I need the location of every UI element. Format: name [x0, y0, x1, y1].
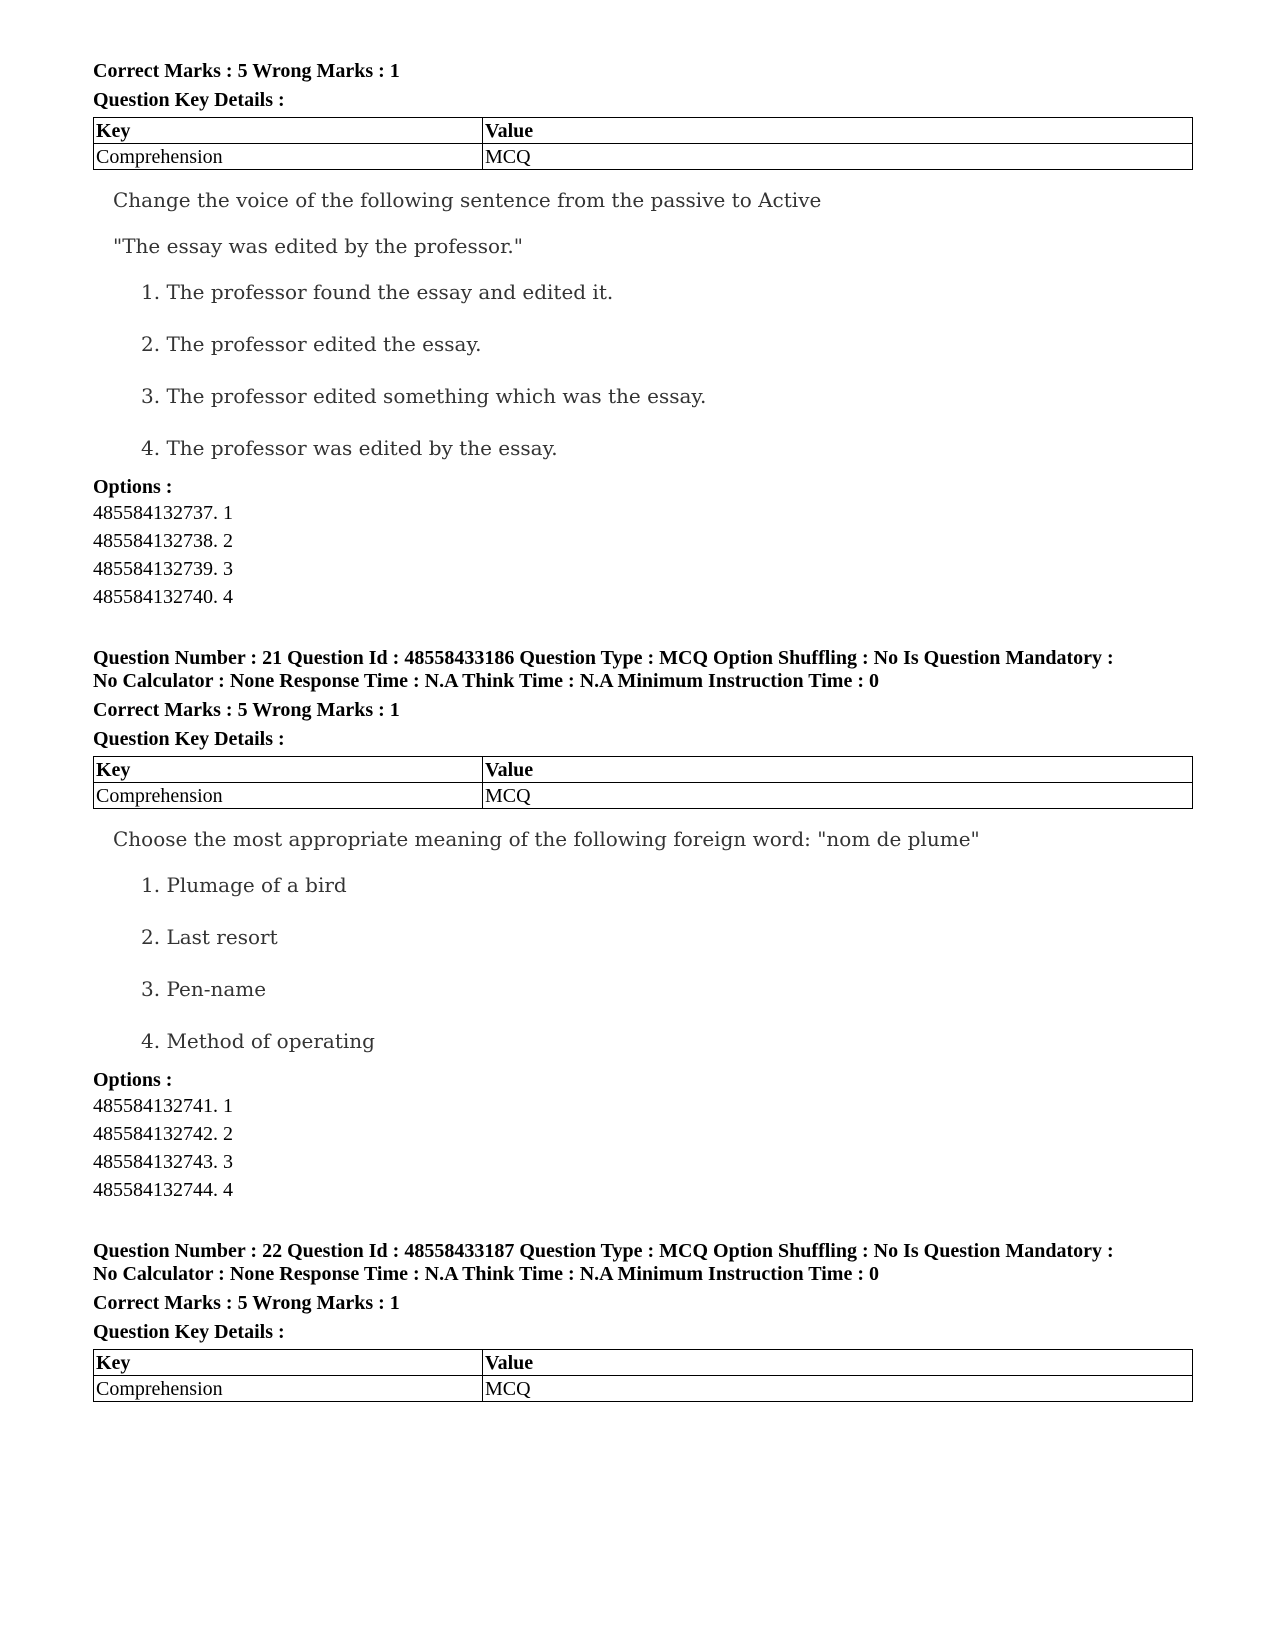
choice-item: 3. Pen-name — [141, 977, 267, 1001]
option-item: 485584132742. 2 — [93, 1123, 233, 1145]
options-label: Options : — [93, 1069, 173, 1091]
key-details-label: Question Key Details : — [93, 89, 285, 111]
choice-item: 1. The professor found the essay and edited it. — [141, 280, 614, 304]
question-stem: Change the voice of the following sentence from the passive to Active — [113, 188, 822, 212]
table-cell-key: Comprehension — [94, 783, 483, 809]
table-row — [94, 1376, 1193, 1402]
choice-item: 1. Plumage of a bird — [141, 873, 347, 897]
key-details-label: Question Key Details : — [93, 1321, 285, 1343]
table-header-value: Value — [483, 118, 1193, 144]
table-cell-value: MCQ — [483, 144, 1193, 170]
table-cell-value: MCQ — [483, 1376, 1193, 1402]
key-details-table — [93, 756, 1193, 809]
question-image — [113, 186, 1193, 462]
table-row — [94, 783, 1193, 809]
table-cell-key: Comprehension — [94, 1376, 483, 1402]
choice-item: 4. The professor was edited by the essay. — [141, 436, 558, 460]
choice-item: 2. The professor edited the essay. — [141, 332, 482, 356]
question-header-line-1: Question Number : 21 Question Id : 48558433186 Question Type : MCQ Option Shuffling : No Is Question Mandatory : — [93, 647, 1114, 669]
marks-line: Correct Marks : 5 Wrong Marks : 1 — [93, 60, 400, 82]
options-label: Options : — [93, 476, 173, 498]
question-header-line-1: Question Number : 22 Question Id : 48558433187 Question Type : MCQ Option Shuffling : No Is Question Mandatory : — [93, 1240, 1114, 1262]
question-block-20 — [93, 60, 1193, 611]
table-cell-value: MCQ — [483, 783, 1193, 809]
question-header-line-2: No Calculator : None Response Time : N.A Think Time : N.A Minimum Instruction Time : 0 — [93, 670, 879, 692]
question-block-21 — [93, 647, 1193, 1204]
question-image — [113, 825, 1193, 1055]
choice-list — [113, 871, 1193, 1055]
option-item: 485584132741. 1 — [93, 1095, 233, 1117]
table-header-key: Key — [94, 757, 483, 783]
table-header-value: Value — [483, 757, 1193, 783]
option-item: 485584132740. 4 — [93, 586, 233, 608]
table-header-value: Value — [483, 1350, 1193, 1376]
option-item: 485584132744. 4 — [93, 1179, 233, 1201]
table-cell-key: Comprehension — [94, 144, 483, 170]
marks-line: Correct Marks : 5 Wrong Marks : 1 — [93, 1292, 400, 1314]
table-header-row — [94, 1350, 1193, 1376]
question-block-22 — [93, 1240, 1193, 1402]
option-item: 485584132743. 3 — [93, 1151, 233, 1173]
option-item: 485584132739. 3 — [93, 558, 233, 580]
choice-item: 4. Method of operating — [141, 1029, 375, 1053]
table-header-key: Key — [94, 1350, 483, 1376]
question-stem: Choose the most appropriate meaning of the following foreign word: "nom de plume" — [113, 827, 980, 851]
table-header-row — [94, 757, 1193, 783]
options-list — [93, 1092, 1193, 1204]
key-details-table — [93, 117, 1193, 170]
question-header-line-2: No Calculator : None Response Time : N.A Think Time : N.A Minimum Instruction Time : 0 — [93, 1263, 879, 1285]
choice-list — [113, 278, 1193, 462]
marks-line: Correct Marks : 5 Wrong Marks : 1 — [93, 699, 400, 721]
key-details-table — [93, 1349, 1193, 1402]
choice-item: 3. The professor edited something which was the essay. — [141, 384, 707, 408]
question-quote: "The essay was edited by the professor." — [113, 234, 523, 258]
table-row — [94, 144, 1193, 170]
options-list — [93, 499, 1193, 611]
document-page — [93, 60, 1193, 1402]
table-header-key: Key — [94, 118, 483, 144]
option-item: 485584132737. 1 — [93, 502, 233, 524]
table-header-row — [94, 118, 1193, 144]
option-item: 485584132738. 2 — [93, 530, 233, 552]
question-header — [93, 647, 1193, 693]
choice-item: 2. Last resort — [141, 925, 278, 949]
question-header — [93, 1240, 1193, 1286]
key-details-label: Question Key Details : — [93, 728, 285, 750]
